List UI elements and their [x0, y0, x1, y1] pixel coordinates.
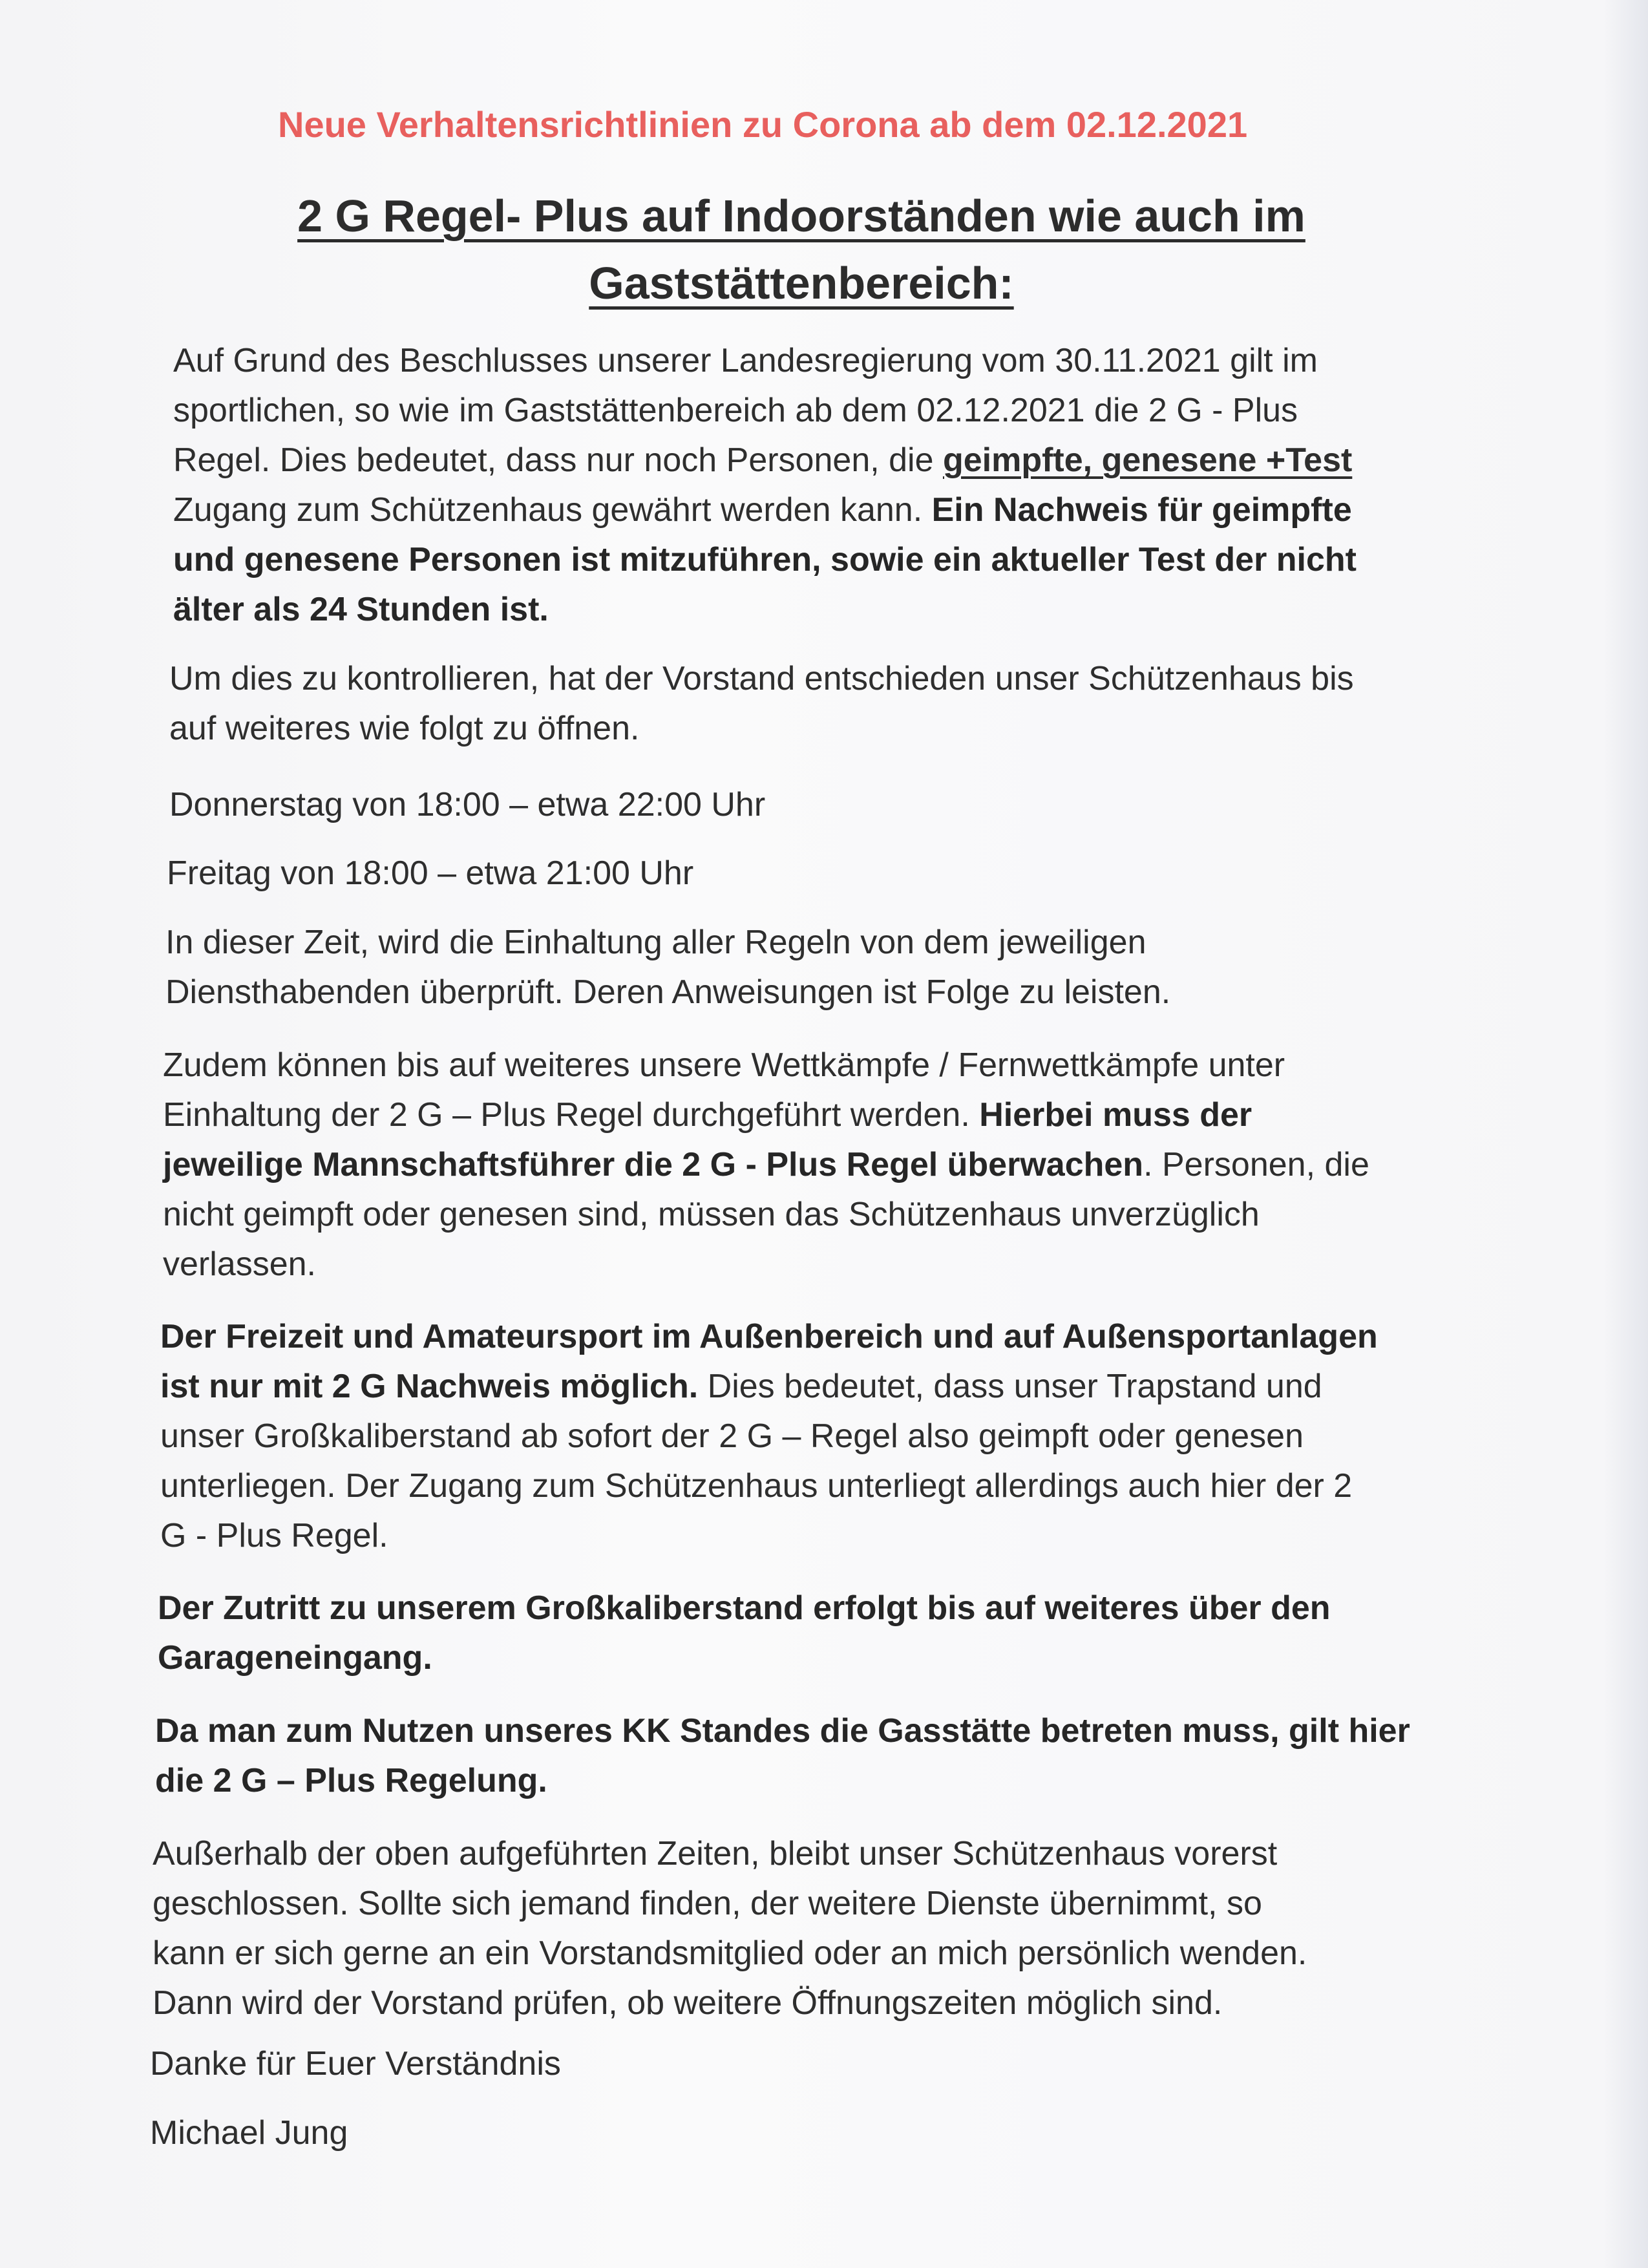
- paragraph-kk-stand: [155, 1706, 1410, 1806]
- text-line: [163, 1090, 1369, 1140]
- text-run: Zugang zum Schützenhaus gewährt werden kann.: [173, 491, 932, 529]
- text-line: [163, 1140, 1369, 1190]
- text-line: Auf Grund des Beschlusses unserer Landesregierung vom 30.11.2021 gilt im: [173, 342, 1318, 379]
- text-line: nicht geimpft oder genesen sind, müssen das Schützenhaus unverzüglich: [163, 1196, 1260, 1233]
- text-line: [158, 1633, 1331, 1683]
- bold-emphasis: Der Zutritt zu unserem Großkaliberstand erfolgt bis auf weiteres über den: [158, 1589, 1331, 1627]
- text-line: Um dies zu kontrollieren, hat der Vorstand entschieden unser Schützenhaus bis: [169, 660, 1354, 697]
- text-line: geschlossen. Sollte sich jemand finden, der weitere Dienste übernimmt, so: [153, 1885, 1262, 1922]
- text-run: Regel. Dies bedeutet, dass nur noch Personen, die: [173, 441, 943, 479]
- text-run: . Personen, die: [1143, 1146, 1369, 1183]
- text-line: Zudem können bis auf weiteres unsere Wettkämpfe / Fernwettkämpfe unter: [163, 1046, 1285, 1084]
- bold-emphasis: die 2 G – Plus Regelung.: [155, 1762, 547, 1799]
- opening-hours-friday: Freitag von 18:00 – etwa 21:00 Uhr: [167, 854, 694, 892]
- paragraph-access-garage: [158, 1584, 1331, 1683]
- bold-emphasis: jeweilige Mannschaftsführer die 2 G - Plus Regel überwachen: [163, 1146, 1144, 1183]
- text-line: In dieser Zeit, wird die Einhaltung aller Regeln von dem jeweiligen: [165, 924, 1146, 961]
- paragraph-opening-decision: [169, 654, 1354, 754]
- text-run: Dies bedeutet, dass unser Trapstand und: [698, 1368, 1322, 1405]
- closing-thanks: Danke für Euer Verständnis: [150, 2045, 561, 2083]
- bold-emphasis: Der Freizeit und Amateursport im Außenbereich und auf Außensportanlagen: [160, 1318, 1378, 1355]
- paragraph-outdoor-sport: [160, 1312, 1378, 1561]
- paragraph-supervision: [165, 918, 1170, 1017]
- bold-emphasis: Hierbei muss der: [979, 1096, 1252, 1134]
- text-line: [155, 1706, 1410, 1756]
- text-line: sportlichen, so wie im Gaststättenbereich ab dem 02.12.2021 die 2 G - Plus: [173, 392, 1298, 429]
- text-line: unterliegen. Der Zugang zum Schützenhaus unterliegt allerdings auch hier der 2: [160, 1467, 1353, 1505]
- text-line: [160, 1362, 1378, 1412]
- text-line: [173, 436, 1357, 485]
- text-line: [155, 1756, 1410, 1806]
- text-run: Einhaltung der 2 G – Plus Regel durchgeführt werden.: [163, 1096, 980, 1134]
- text-line: kann er sich gerne an ein Vorstandsmitglied oder an mich persönlich wenden.: [153, 1934, 1307, 1972]
- bold-emphasis: älter als 24 Stunden ist.: [173, 591, 549, 628]
- bold-emphasis: und genesene Personen ist mitzuführen, sowie ein aktueller Test der nicht: [173, 541, 1357, 578]
- notice-subtitle: Neue Verhaltensrichtlinien zu Corona ab dem 02.12.2021: [278, 104, 1248, 145]
- text-line: [173, 535, 1357, 585]
- text-line: [173, 585, 1357, 635]
- underlined-emphasis: geimpfte, genesene +Test: [942, 441, 1353, 479]
- text-line: unser Großkaliberstand ab sofort der 2 G – Regel also geimpft oder genesen: [160, 1417, 1304, 1455]
- text-line: [158, 1584, 1331, 1633]
- bold-emphasis: Garageneingang.: [158, 1639, 432, 1677]
- text-line: [173, 485, 1357, 535]
- paragraph-closed-hours: [153, 1829, 1307, 2028]
- text-line: Diensthabenden überprüft. Deren Anweisungen ist Folge zu leisten.: [165, 973, 1171, 1011]
- signature-name: Michael Jung: [150, 2114, 348, 2152]
- paragraph-competitions: [163, 1041, 1369, 1289]
- text-line: [160, 1312, 1378, 1362]
- text-line: Dann wird der Vorstand prüfen, ob weitere Öffnungszeiten möglich sind.: [153, 1984, 1223, 2022]
- text-line: Außerhalb der oben aufgeführten Zeiten, bleibt unser Schützenhaus vorerst: [153, 1835, 1278, 1872]
- title-line-1: 2 G Regel- Plus auf Indoorständen wie auch im: [297, 191, 1305, 241]
- bold-emphasis: Da man zum Nutzen unseres KK Standes die Gasstätte betreten muss, gilt hier: [155, 1712, 1410, 1750]
- title-line-2: Gaststättenbereich:: [589, 258, 1014, 308]
- notice-title: [194, 182, 1409, 317]
- text-line: auf weiteres wie folgt zu öffnen.: [169, 710, 640, 747]
- text-line: verlassen.: [163, 1245, 316, 1283]
- text-line: G - Plus Regel.: [160, 1517, 388, 1554]
- opening-hours-thursday: Donnerstag von 18:00 – etwa 22:00 Uhr: [169, 786, 766, 823]
- bold-emphasis: ist nur mit 2 G Nachweis möglich.: [160, 1368, 699, 1405]
- bold-emphasis: Ein Nachweis für geimpfte: [931, 491, 1352, 529]
- paragraph-regulation: [173, 336, 1357, 635]
